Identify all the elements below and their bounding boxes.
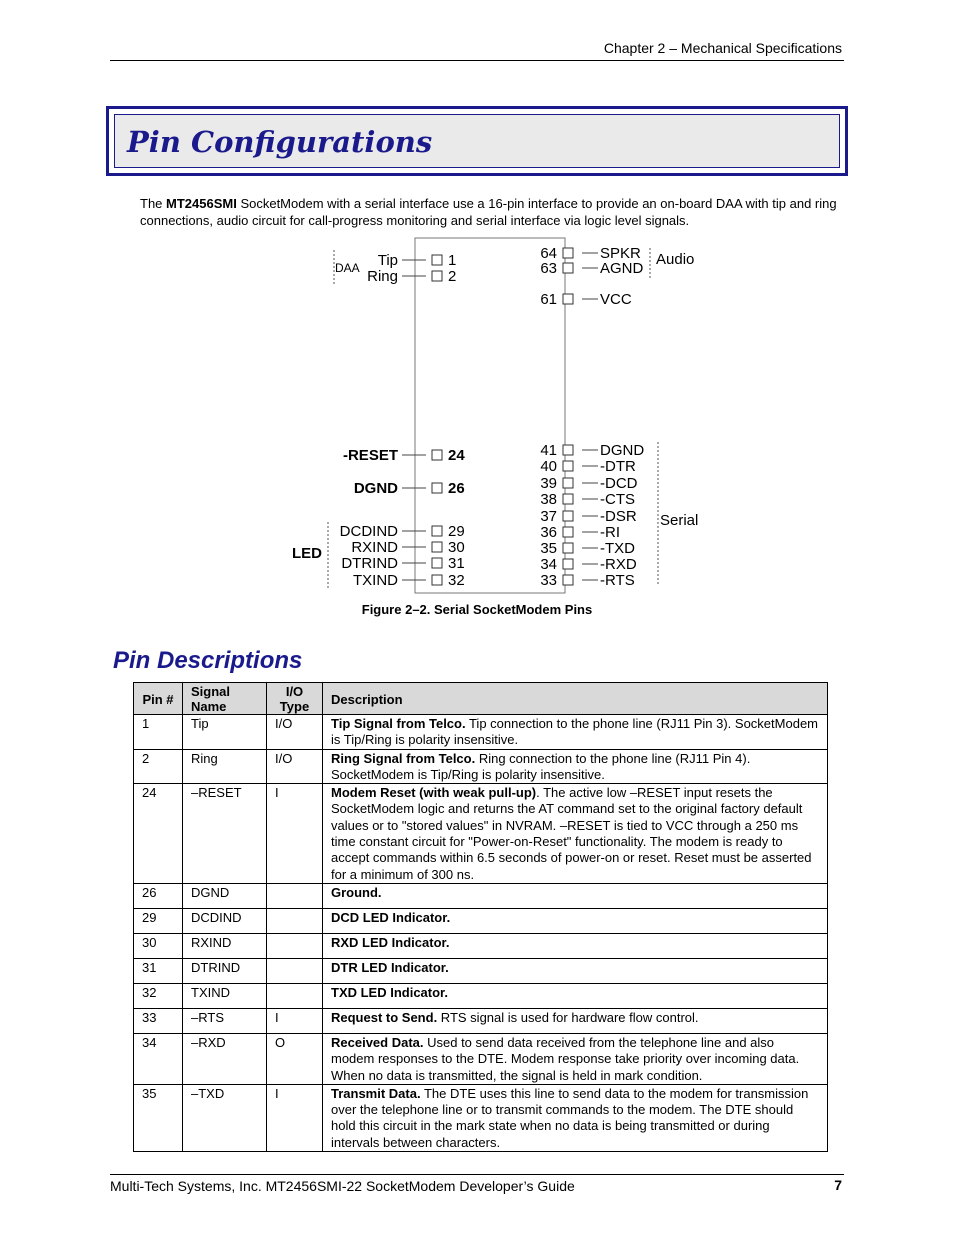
description-cell [323, 958, 828, 983]
table-row [134, 715, 828, 750]
intro-prefix: The [140, 196, 167, 211]
pin-cell: 26 [134, 883, 183, 908]
pin-cell: 29 [134, 908, 183, 933]
description-title: RXD LED Indicator. [331, 934, 450, 950]
left-pin-number: 24 [448, 447, 465, 464]
pin-pad [432, 483, 442, 493]
footer-text: Multi-Tech Systems, Inc. MT2456SMI-22 SocketModem Developer’s Guide [110, 1178, 575, 1194]
io-cell: I/O [267, 749, 323, 784]
description-title: TXD LED Indicator. [331, 984, 449, 1000]
col-header-signal: Signal Name [183, 683, 267, 715]
left-pin-number: 31 [448, 555, 465, 572]
pin-pad [432, 450, 442, 460]
page-title: Pin Configurations [127, 125, 433, 159]
right-pin-number: 36 [540, 524, 557, 541]
left-pin-name: DCDIND [339, 523, 398, 540]
description-title: Transmit Data. [331, 1085, 421, 1101]
left-pin-group [340, 252, 466, 589]
left-pin-name: TXIND [353, 572, 398, 589]
description-cell [323, 1084, 828, 1151]
io-cell [267, 983, 323, 1008]
pin-pad [563, 461, 573, 471]
led-label: LED [292, 545, 322, 562]
pin-pad [563, 543, 573, 553]
right-pin-name: -RI [600, 524, 620, 541]
left-pin-number: 2 [448, 268, 457, 285]
right-pin-name: -DCD [600, 475, 638, 492]
pin-cell: 33 [134, 1008, 183, 1033]
pin-pad [432, 575, 442, 585]
description-text: Used to send data received from the telephone line and also modem responses to the DTE. Modem response take priority over incoming data. When no data is transmitted, the signal is held in mark condition. [331, 1034, 800, 1083]
right-pin-number: 33 [540, 572, 557, 589]
right-pin-name: SPKR [600, 245, 641, 262]
description-cell [323, 1033, 828, 1084]
description-cell [323, 933, 828, 958]
right-pin-number: 35 [540, 540, 557, 557]
signal-cell: –RESET [183, 784, 267, 884]
table-row [134, 958, 828, 983]
footer-rule [110, 1174, 844, 1175]
left-pin-name: RXIND [351, 539, 398, 556]
description-text: Ring connection to the phone line (RJ11 Pin 4). SocketModem is Tip/Ring is polarity insensitive. [331, 750, 751, 782]
pin-pad [563, 511, 573, 521]
section-banner [106, 106, 848, 176]
pin-pad [563, 445, 573, 455]
right-pin-name: -CTS [600, 491, 635, 508]
right-pin-number: 41 [540, 442, 557, 459]
right-pin-name: DGND [600, 442, 645, 459]
signal-cell: DCDIND [183, 908, 267, 933]
signal-cell: –RXD [183, 1033, 267, 1084]
intro-paragraph [140, 195, 842, 229]
pin-pad [563, 263, 573, 273]
daa-label: DAA [335, 261, 360, 275]
figure-caption: Figure 2–2. Serial SocketModem Pins [361, 602, 593, 617]
description-title: Request to Send. [331, 1009, 438, 1025]
io-cell [267, 908, 323, 933]
description-cell [323, 715, 828, 750]
left-pin-name: DTRIND [341, 555, 398, 572]
pin-diagram [280, 236, 700, 598]
description-title: Ring Signal from Telco. [331, 750, 476, 766]
right-pin-number: 40 [540, 458, 557, 475]
right-pin-number: 38 [540, 491, 557, 508]
description-title: DTR LED Indicator. [331, 959, 449, 975]
serial-label: Serial [660, 512, 699, 529]
table-row [134, 883, 828, 908]
pin-pad [563, 575, 573, 585]
description-text: Tip connection to the phone line (RJ11 Pin 3). SocketModem is Tip/Ring is polarity insensitive. [331, 716, 818, 748]
signal-cell: TXIND [183, 983, 267, 1008]
pin-pad [563, 248, 573, 258]
table-row [134, 1008, 828, 1033]
description-cell [323, 883, 828, 908]
left-pin-name: -RESET [342, 447, 398, 464]
description-title: Modem Reset (with weak pull-up) [331, 785, 537, 801]
pin-pad [563, 478, 573, 488]
table-row [134, 784, 828, 884]
pin-pad [563, 494, 573, 504]
signal-cell: Tip [183, 715, 267, 750]
io-cell: O [267, 1033, 323, 1084]
header-rule [110, 60, 844, 61]
table-row [134, 1084, 828, 1151]
left-pin-number: 32 [448, 572, 465, 589]
signal-cell: –TXD [183, 1084, 267, 1151]
section-heading: Pin Descriptions [113, 647, 303, 674]
col-header-io: I/O Type [267, 683, 323, 715]
signal-cell: RXIND [183, 933, 267, 958]
io-cell [267, 883, 323, 908]
right-pin-number: 39 [540, 475, 557, 492]
signal-cell: Ring [183, 749, 267, 784]
left-pin-number: 29 [448, 523, 465, 540]
pin-pad [432, 255, 442, 265]
col-header-description: Description [323, 683, 828, 715]
io-cell [267, 958, 323, 983]
table-row [134, 983, 828, 1008]
signal-cell: DGND [183, 883, 267, 908]
left-pin-name: DGND [353, 480, 398, 497]
description-title: DCD LED Indicator. [331, 909, 451, 925]
table-row [134, 908, 828, 933]
right-pin-name: -RTS [600, 572, 635, 589]
right-pin-name: -DSR [600, 508, 637, 525]
description-text: The DTE uses this line to send data to the modem for transmission over the telephone line or to transmit commands to the modem. The DTE should hold this circuit in the mark state when no data is being transmitted or during intervals between characters. [331, 1085, 809, 1150]
right-pin-name: VCC [600, 291, 632, 308]
description-cell [323, 983, 828, 1008]
pin-pad [432, 271, 442, 281]
pin-cell: 34 [134, 1033, 183, 1084]
pin-cell: 1 [134, 715, 183, 750]
pin-cell: 31 [134, 958, 183, 983]
description-title: Tip Signal from Telco. [331, 716, 466, 731]
pin-pad [432, 542, 442, 552]
col-header-pin: Pin # [134, 683, 183, 715]
table-row [134, 749, 828, 784]
description-title: Received Data. [331, 1034, 424, 1050]
io-cell: I [267, 1084, 323, 1151]
pin-table [133, 682, 828, 1152]
signal-cell: DTRIND [183, 958, 267, 983]
io-cell [267, 933, 323, 958]
description-cell [323, 749, 828, 784]
right-pin-number: 37 [540, 508, 557, 525]
description-title: Ground. [331, 884, 382, 900]
pin-pad [563, 559, 573, 569]
io-cell: I [267, 1008, 323, 1033]
left-pin-number: 1 [448, 252, 457, 269]
left-pin-number: 30 [448, 539, 465, 556]
right-pin-name: -DTR [600, 458, 636, 475]
intro-text: SocketModem with a serial interface use a 16-pin interface to provide an on-board DAA with tip and ring connections, audio circuit for call-progress monitoring and serial interface via logic level signals. [140, 196, 837, 228]
right-pin-number: 61 [540, 291, 557, 308]
description-cell [323, 1008, 828, 1033]
pin-pad [432, 526, 442, 536]
table-row [134, 933, 828, 958]
left-pin-number: 26 [448, 480, 465, 497]
table-row [134, 1033, 828, 1084]
left-pin-name: Tip [377, 252, 398, 269]
right-pin-number: 63 [540, 260, 557, 277]
pin-pad [432, 558, 442, 568]
pin-cell: 32 [134, 983, 183, 1008]
io-cell: I [267, 784, 323, 884]
audio-label: Audio [656, 251, 695, 268]
signal-cell: –RTS [183, 1008, 267, 1033]
io-cell: I/O [267, 715, 323, 750]
right-pin-number: 64 [540, 245, 557, 262]
description-cell [323, 908, 828, 933]
left-pin-name: Ring [367, 268, 398, 285]
description-text: . The active low –RESET input resets the SocketModem logic and returns the AT command set to the original factory default values or to "stored values" in NVRAM. –RESET is tied to VCC through a 250 ms time constant circuit for "Power-on-Reset" functionality. The modem is ready to accept commands within 6.5 seconds of power-on or reset. Reset must be asserted for a minimum of 300 ns. [331, 785, 812, 882]
right-pin-name: -RXD [600, 556, 637, 573]
table-header-row [134, 683, 828, 715]
pin-cell: 2 [134, 749, 183, 784]
page-number: 7 [834, 1177, 842, 1193]
right-pin-group [540, 245, 644, 589]
chapter-header: Chapter 2 – Mechanical Specifications [603, 40, 842, 56]
description-cell [323, 784, 828, 884]
pin-pad [563, 527, 573, 537]
right-pin-number: 34 [540, 556, 557, 573]
banner-inner [114, 114, 840, 168]
pin-cell: 24 [134, 784, 183, 884]
description-text: RTS signal is used for hardware flow control. [437, 1009, 699, 1025]
pin-pad [563, 294, 573, 304]
right-pin-name: AGND [600, 260, 644, 277]
pin-cell: 30 [134, 933, 183, 958]
right-pin-name: -TXD [600, 540, 635, 557]
intro-product: MT2456SMI [166, 196, 237, 211]
pin-cell: 35 [134, 1084, 183, 1151]
